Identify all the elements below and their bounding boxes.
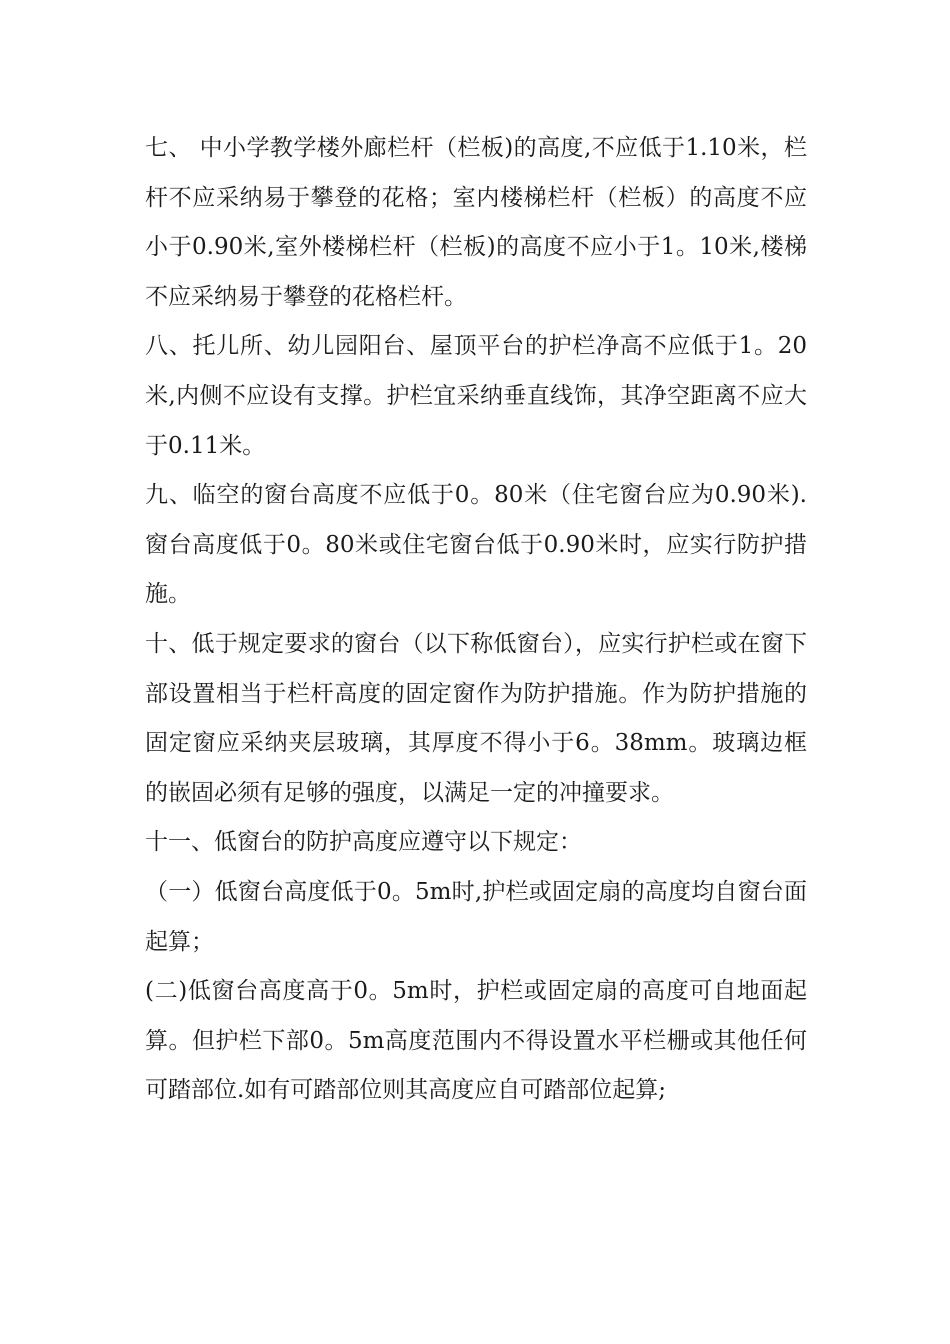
paragraph-9: 九、临空的窗台高度不应低于0。80米（住宅窗台应为0.90米).窗台高度低于0。80米或住宅窗台低于0.90米时，应实行防护措施。: [145, 482, 807, 608]
paragraph-8: 八、托儿所、幼儿园阳台、屋顶平台的护栏净高不应低于1。20米,内侧不应设有支撑。护栏宜采纳垂直线饰，其净空距离不应大于0.11米。: [145, 333, 807, 459]
paragraph-7: 七、 中小学教学楼外廊栏杆（栏板)的高度,不应低于1.10米，栏杆不应采纳易于攀登的花格；室内楼梯栏杆（栏板）的高度不应小于0.90米,室外楼梯栏杆（栏板)的高度不应小于1。10米,楼梯不应采纳易于攀登的花格栏杆。: [145, 135, 807, 310]
paragraph-11-item-2: (二)低窗台高度高于0。5m时，护栏或固定扇的高度可自地面起算。但护栏下部0。5m高度范围内不得设置水平栏栅或其他任何可踏部位.如有可踏部位则其高度应自可踏部位起算;: [145, 978, 807, 1104]
paragraph-11: 十一、低窗台的防护高度应遵守以下规定：: [145, 829, 582, 856]
paragraph-11-item-1: （一）低窗台高度低于0。5m时,护栏或固定扇的高度均自窗台面起算；: [145, 878, 807, 955]
document-body: [145, 124, 807, 1116]
paragraph-10: 十、低于规定要求的窗台（以下称低窗台），应实行护栏或在窗下部设置相当于栏杆高度的固定窗作为防护措施。作为防护措施的固定窗应采纳夹层玻璃，其厚度不得小于6。38mm。玻璃边框的嵌固必须有足够的强度，以满足一定的冲撞要求。: [145, 630, 807, 806]
